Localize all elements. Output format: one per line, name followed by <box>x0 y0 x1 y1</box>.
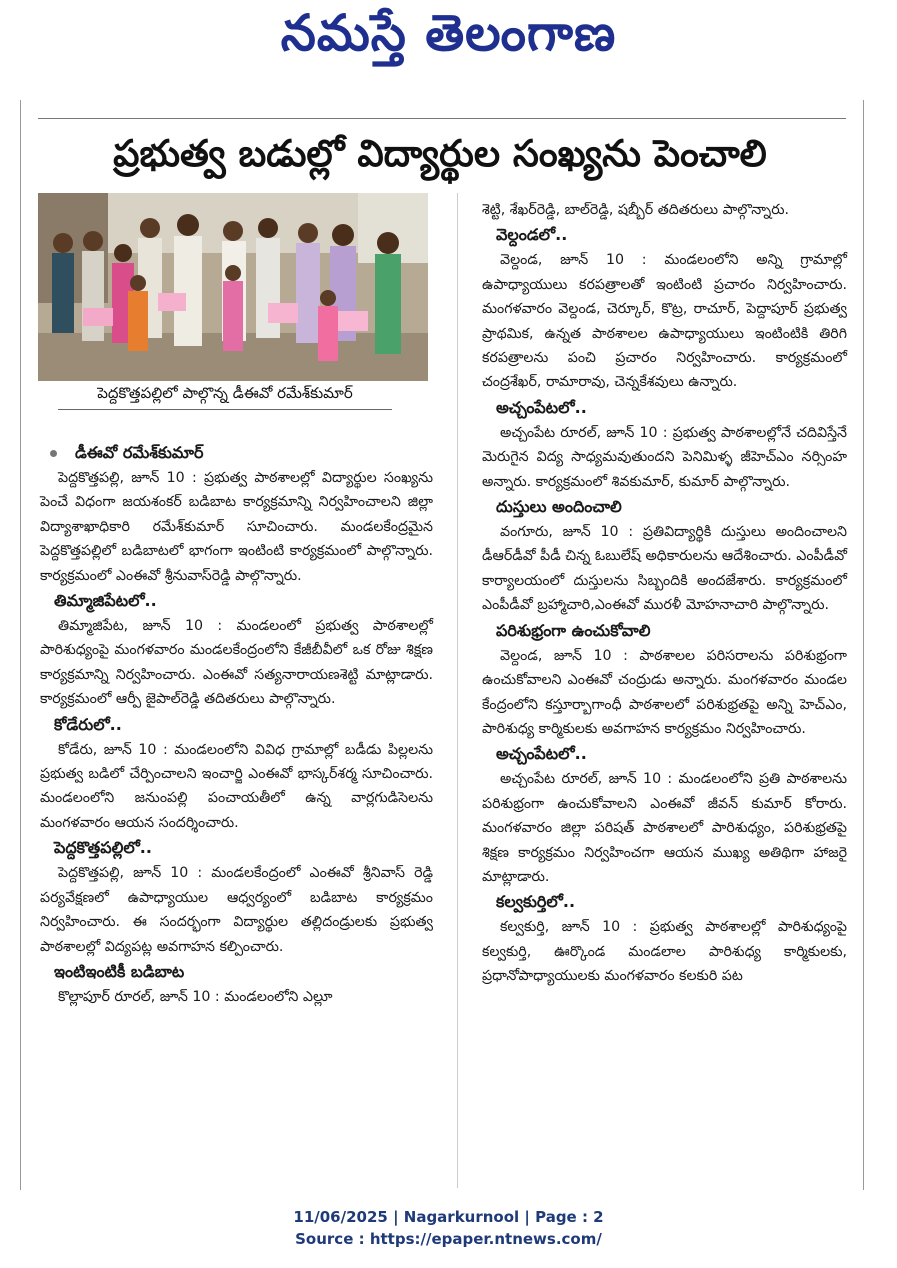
story-8 <box>482 618 847 742</box>
story-text: పెద్దకొత్తపల్లి, జూన్ 10 : ప్రభుత్వ పాఠశాలల్లో విద్యార్థుల సంఖ్యను పెంచే విధంగా జయశంకర్ బడిబాట కార్యక్రమాన్ని నిర్వహించాలని జిల్లా విద్యాశాఖాధికారి రమేశ్‌కుమార్ సూచించారు. మండలకేంద్రమైన పెద్దకొత్తపల్లిలో బడిబాటలో భాగంగా ఇంటింటి కార్యక్రమంలో పాల్గొన్నారు. కార్యక్రమంలో ఎంఈవో శ్రీనువాస్‌రెడ్డి పాల్గొన్నారు. <box>40 470 433 584</box>
masthead <box>0 0 897 78</box>
story-text: తిమ్మాజిపేట, జూన్ 10 : మండలంలో ప్రభుత్వ పాఠశాలల్లో పారిశుధ్యంపై మంగళవారం మండలకేంద్రంలోని కేజీబీవీలో ఒక రోజు శిక్షణ కార్యక్రమాన్ని నిర్వహించారు. ఎంఈవో సత్యనారాయణశెట్టి మాట్లాడారు. కార్యక్రమంలో ఆర్పీ జైపాల్‌రెడ్డి తదితరులు పాల్గొన్నారు. <box>40 618 433 708</box>
story-subheading <box>54 440 433 466</box>
story-0 <box>40 440 433 588</box>
story-continuation <box>482 198 847 222</box>
story-subheading: కోడేరులో.. <box>54 714 122 734</box>
source-link[interactable]: Source : https://epaper.ntnews.com/ <box>295 1230 602 1248</box>
bullet-icon <box>50 450 57 457</box>
left-column <box>40 440 433 1009</box>
story-subheading-text: డీఈవో రమేశ్‌కుమార్ <box>75 443 204 462</box>
story-5 <box>482 222 847 394</box>
story-6 <box>482 395 847 494</box>
column-divider-left <box>20 100 21 1190</box>
story-subheading: వెల్దండలో.. <box>496 225 568 245</box>
story-text: అచ్చంపేట రూరల్, జూన్ 10 : మండలంలోని ప్రతి పాఠశాలను పరిశుభ్రంగా ఉంచుకోవాలని ఎంఈవో జీవన్ కుమార్ కోరారు. మంగళవారం జిల్లా పరిషత్ పాఠశాలలో పారిశుధ్యం, పరిశుభ్రతపై శిక్షణ కార్యక్రమం నిర్వహించగా ఆయన ముఖ్య అతిథిగా హాజరై మాట్లాడారు. <box>482 771 847 885</box>
article-headline: ప్రభుత్వ బడుల్లో విద్యార్థుల సంఖ్యను పెంచాలి <box>113 132 767 175</box>
story-3 <box>40 835 433 959</box>
right-column <box>482 198 847 989</box>
story-subheading: పెద్దకొత్తపల్లిలో.. <box>54 838 152 858</box>
column-divider-right <box>863 100 864 1190</box>
story-subheading: కల్వకుర్తిలో.. <box>496 892 576 912</box>
story-10 <box>482 889 847 988</box>
story-text: అచ్చంపేట రూరల్, జూన్ 10 : ప్రభుత్వ పాఠశాలల్లోనే చదివిస్తేనే మెరుగైన విద్య సాధ్యమవుతుందని పెనిమిళ్ళ జీహెచ్‌ఎం నర్సింహ అన్నారు. కార్యక్రమంలో శివకుమార్, కుమార్ పాల్గొన్నారు. <box>482 424 847 490</box>
photo-caption: పెద్దకొత్తపల్లిలో పాల్గొన్న డీఈవో రమేశ్‌కుమార్ <box>58 384 392 410</box>
column-divider-mid <box>457 193 458 1188</box>
newspaper-title: నమస్తే తెలంగాణ <box>280 3 617 62</box>
story-subheading: అచ్చంపేటలో.. <box>496 744 587 764</box>
story-9 <box>482 741 847 889</box>
article-photo <box>38 193 428 381</box>
story-7 <box>482 494 847 618</box>
story-1 <box>40 588 433 712</box>
edition-info: 11/06/2025 | Nagarkurnool | Page : 2 <box>293 1208 604 1226</box>
story-4 <box>40 959 433 1009</box>
story-text: శెట్టి, శేఖర్‌రెడ్డి, బాల్‌రెడ్డి, షబ్బీర్ తదితరులు పాల్గొన్నారు. <box>482 202 790 218</box>
story-subheading: అచ్చంపేటలో.. <box>496 397 587 417</box>
story-2 <box>40 712 433 836</box>
story-text: కల్వకుర్తి, జూన్ 10 : ప్రభుత్వ పాఠశాలల్లో పారిశుధ్యంపై కల్వకుర్తి, ఊర్కొండ మండలాల పారిశుధ్య కార్మికులకు, ప్రధానోపాధ్యాయులకు మంగళవారం కలకురి పట <box>482 919 847 985</box>
story-text: వెల్దండ, జూన్ 10 : మండలంలోని అన్ని గ్రామాల్లో ఉపాధ్యాయులు కరపత్రాలతో ఇంటింటి ప్రచారం నిర్వహించారు. మంగళవారం వెల్దండ, చెర్కూర్, కొట్ర, రాచూర్, పెద్దాపూర్ ప్రభుత్వ ప్రాథమిక, ఉన్నత పాఠశాలల ఉపాధ్యాయులు ఇంటింటికి తిరిగి కరపత్రాలను పంచి ప్రచారం నిర్వహించారు. కార్యక్రమంలో చంద్రశేఖర్, రామారావు, చెన్నకేశవులు ఉన్నారు. <box>482 252 847 391</box>
page-footer <box>0 1206 897 1250</box>
story-text: కోడేరు, జూన్ 10 : మండలంలోని వివిధ గ్రామాల్లో బడీడు పిల్లలను ప్రభుత్వ బడిలో చేర్పించాలని ఇంచార్జి ఎంఈవో భాస్కర్‌శర్మ సూచించారు. మండలంలోని జనుంపల్లి పంచాయతీలో ఉన్న వార్లగుడిసెలను మంగళవారం ఆయన సందర్శించారు. <box>40 741 433 831</box>
story-subheading: ఇంటిఇంటికీ బడిబాట <box>54 961 185 981</box>
story-text: పెద్దకొత్తపల్లి, జూన్ 10 : మండలకేంద్రంలో ఎంఈవో శ్రీనివాస్ రెడ్డి పర్యవేక్షణలో ఉపాధ్యాయుల ఆధ్వర్యంలో బడిబాట కార్యక్రమం నిర్వహించారు. ఈ సందర్భంగా విద్యార్థుల తల్లిదండ్రులకు ప్రభుత్వ పాఠశాలల్లో విద్యపట్ల అవగాహన కల్పించారు. <box>40 865 433 955</box>
top-rule <box>38 118 846 119</box>
story-text: వంగూరు, జూన్ 10 : ప్రతివిద్యార్థికి దుస్తులు అందించాలని డీఆర్‌డీవో పీడీ చిన్న ఓబులేష్ అధికారులను ఆదేశించారు. ఎంపీడీవో కార్యాలయంలో దుస్తులను సిబ్బందికి అందజేశారు. కార్యక్రమంలో ఎంపీడీవో బ్రహ్మాచారి,ఎంఈవో మురళీ మోహనాచారి పాల్గొన్నారు. <box>482 524 847 614</box>
story-subheading: తిమ్మాజిపేటలో.. <box>54 591 157 611</box>
story-subheading: దుస్తులు అందించాలి <box>496 497 622 517</box>
story-subheading: పరిశుభ్రంగా ఉంచుకోవాలి <box>496 620 651 640</box>
photo-illustration <box>38 193 428 381</box>
story-text: వెల్దండ, జూన్ 10 : పాఠశాలల పరిసరాలను పరిశుభ్రంగా ఉంచుకోవాలని ఎంఈవో చంద్రుడు అన్నారు. మంగళవారం మండల కేంద్రంలోని కస్తూర్బాగాంధీ పాఠశాలలో పరిశుభ్రతపై అన్ని హెచ్‌ఎం, పారిశుధ్య కార్మికులకు అవగాహన కార్యక్రమం నిర్వహించారు. <box>482 647 847 737</box>
story-text: కొల్లాపూర్ రూరల్, జూన్ 10 : మండలంలోని ఎల్లూ <box>58 988 333 1005</box>
